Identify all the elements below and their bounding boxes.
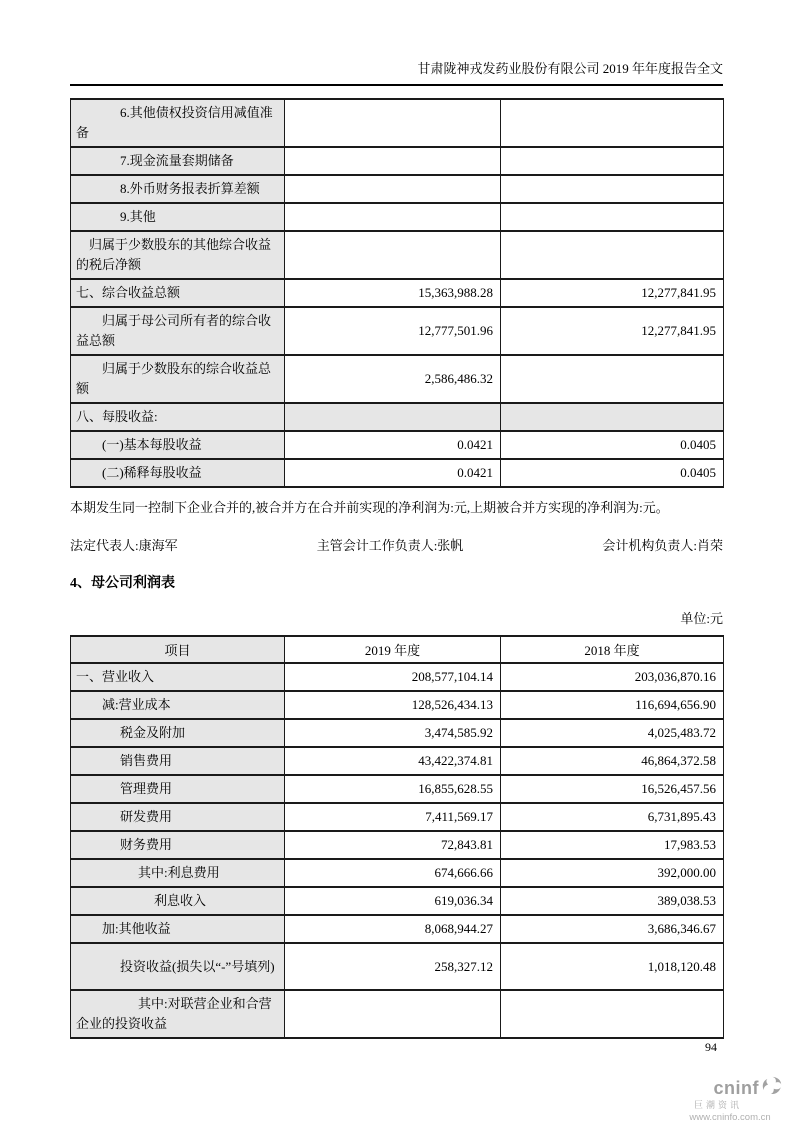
table-row (71, 691, 724, 719)
section-heading: 4、母公司利润表 (70, 576, 175, 591)
row-label: 管理费用 (71, 775, 285, 803)
row-label: 加:其他收益 (71, 915, 285, 943)
column-header-item: 项目 (71, 636, 285, 663)
value-2019: 619,036.34 (285, 887, 501, 915)
value-2018: 203,036,870.16 (501, 663, 724, 691)
row-label: 减:营业成本 (71, 691, 285, 719)
value-2018: 0.0405 (501, 431, 724, 459)
table-row (71, 775, 724, 803)
cninfo-url: www.cninfo.com.cn (689, 1112, 771, 1122)
table-row (71, 990, 724, 1038)
value-2019: 674,666.66 (285, 859, 501, 887)
value-2018: 4,025,483.72 (501, 719, 724, 747)
page-content (70, 0, 723, 1039)
value-2019: 72,843.81 (285, 831, 501, 859)
table-row (71, 663, 724, 691)
row-label: 其中:对联营企业和合营企业的投资收益 (71, 990, 285, 1038)
value-2019 (285, 990, 501, 1038)
value-2018: 16,526,457.56 (501, 775, 724, 803)
value-2018: 392,000.00 (501, 859, 724, 887)
table-row (71, 943, 724, 990)
value-2018: 1,018,120.48 (501, 943, 724, 990)
value-2019: 16,855,628.55 (285, 775, 501, 803)
table-row (71, 203, 724, 231)
value-2018: 389,038.53 (501, 887, 724, 915)
table-row (71, 747, 724, 775)
row-label: 归属于少数股东的综合收益总额 (71, 355, 285, 403)
row-label: 八、每股收益: (71, 403, 285, 431)
table-row (71, 403, 724, 431)
value-2018 (501, 175, 724, 203)
value-2019: 208,577,104.14 (285, 663, 501, 691)
row-label: 税金及附加 (71, 719, 285, 747)
row-label: (二)稀释每股收益 (71, 459, 285, 487)
signatories-line (70, 536, 723, 556)
value-2019 (285, 99, 501, 147)
value-2018: 12,277,841.95 (501, 279, 724, 307)
row-label: 6.其他债权投资信用减值准备 (71, 99, 285, 147)
value-2019: 8,068,944.27 (285, 915, 501, 943)
cninfo-swirl-icon (761, 1076, 783, 1100)
table-row (71, 459, 724, 487)
comprehensive-income-table (70, 98, 724, 488)
value-2018 (501, 147, 724, 175)
value-2019: 2,586,486.32 (285, 355, 501, 403)
value-2019: 12,777,501.96 (285, 307, 501, 355)
column-header-2019: 2019 年度 (285, 636, 501, 663)
row-label: (一)基本每股收益 (71, 431, 285, 459)
chief-accounting-officer: 主管会计工作负责人:张帆 (316, 538, 464, 553)
value-2019 (285, 147, 501, 175)
table-row (71, 431, 724, 459)
value-2018 (501, 203, 724, 231)
value-2019 (285, 203, 501, 231)
value-2019: 258,327.12 (285, 943, 501, 990)
value-2019 (285, 403, 501, 431)
table-row (71, 99, 724, 147)
row-label: 8.外币财务报表折算差额 (71, 175, 285, 203)
value-2018: 17,983.53 (501, 831, 724, 859)
value-2018 (501, 990, 724, 1038)
table-row (71, 719, 724, 747)
table-row (71, 831, 724, 859)
table-row (71, 307, 724, 355)
value-2019: 0.0421 (285, 459, 501, 487)
row-label: 投资收益(损失以“-”号填列) (71, 943, 285, 990)
table-row (71, 887, 724, 915)
merger-note: 本期发生同一控制下企业合并的,被合并方在合并前实现的净利润为:元,上期被合并方实现的净利润为:元。 (70, 500, 669, 515)
table-row (71, 175, 724, 203)
value-2018 (501, 99, 724, 147)
accounting-department-head: 会计机构负责人:肖荣 (602, 538, 723, 553)
cninfo-logo-top (675, 1076, 785, 1100)
value-2019: 3,474,585.92 (285, 719, 501, 747)
row-label: 其中:利息费用 (71, 859, 285, 887)
table-row (71, 803, 724, 831)
row-label: 一、营业收入 (71, 663, 285, 691)
table-header-row (71, 636, 724, 663)
value-2019 (285, 175, 501, 203)
row-label: 利息收入 (71, 887, 285, 915)
table-row (71, 859, 724, 887)
value-2019 (285, 231, 501, 279)
table-row (71, 279, 724, 307)
value-2018 (501, 403, 724, 431)
table-row (71, 147, 724, 175)
value-2018: 0.0405 (501, 459, 724, 487)
value-2018: 6,731,895.43 (501, 803, 724, 831)
unit-label: 单位:元 (680, 611, 723, 626)
value-2018: 116,694,656.90 (501, 691, 724, 719)
value-2018: 46,864,372.58 (501, 747, 724, 775)
running-header (70, 0, 723, 86)
value-2018 (501, 231, 724, 279)
cninfo-chinese-name: 巨潮资讯 (693, 1100, 742, 1110)
column-header-2018: 2018 年度 (501, 636, 724, 663)
legal-representative: 法定代表人:康海军 (70, 538, 178, 553)
row-label: 研发费用 (71, 803, 285, 831)
row-label: 七、综合收益总额 (71, 279, 285, 307)
value-2018: 12,277,841.95 (501, 307, 724, 355)
table-row (71, 355, 724, 403)
table-row (71, 231, 724, 279)
value-2019: 15,363,988.28 (285, 279, 501, 307)
value-2019: 128,526,434.13 (285, 691, 501, 719)
row-label: 9.其他 (71, 203, 285, 231)
cninfo-brand-text: cninf (713, 1078, 759, 1098)
table-row (71, 915, 724, 943)
header-title: 甘肃陇神戎发药业股份有限公司 2019 年年度报告全文 (417, 61, 723, 76)
page-number: 94 (705, 1040, 717, 1054)
row-label: 销售费用 (71, 747, 285, 775)
value-2019: 43,422,374.81 (285, 747, 501, 775)
row-label: 归属于母公司所有者的综合收益总额 (71, 307, 285, 355)
value-2018 (501, 355, 724, 403)
value-2019: 0.0421 (285, 431, 501, 459)
row-label: 7.现金流量套期储备 (71, 147, 285, 175)
row-label: 归属于少数股东的其他综合收益的税后净额 (71, 231, 285, 279)
value-2018: 3,686,346.67 (501, 915, 724, 943)
value-2019: 7,411,569.17 (285, 803, 501, 831)
cninfo-logo (675, 1076, 785, 1122)
parent-income-table (70, 635, 724, 1039)
row-label: 财务费用 (71, 831, 285, 859)
